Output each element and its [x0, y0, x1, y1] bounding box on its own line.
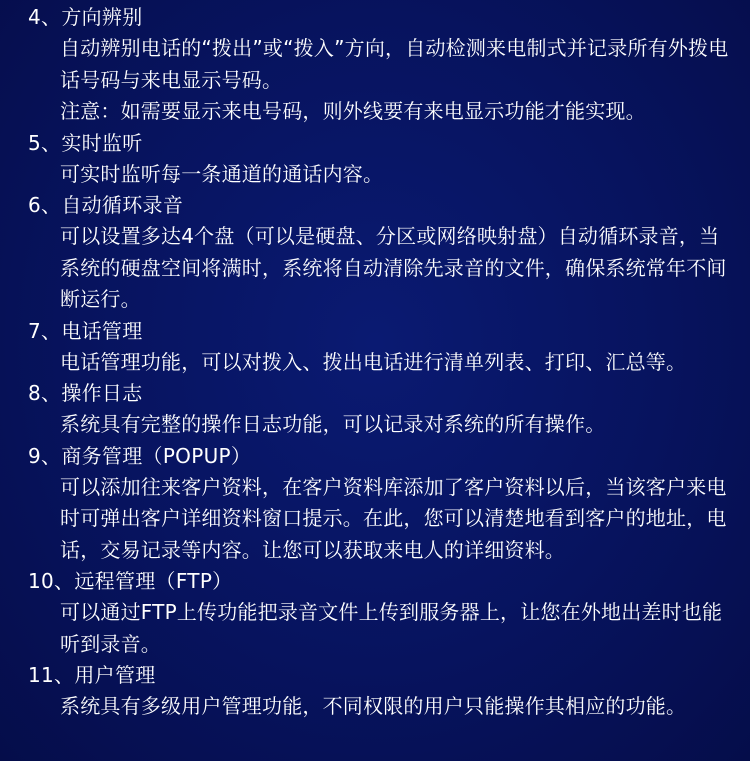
section-paragraph: 可以通过FTP上传功能把录音文件上传到服务器上，让您在外地出差时也能听到录音。 [60, 600, 723, 656]
section-remote-ftp [28, 566, 738, 660]
section-paragraph: 电话管理功能，可以对拨入、拨出电话进行清单列表、打印、汇总等。 [60, 349, 687, 374]
section-paragraph: 系统具有多级用户管理功能，不同权限的用户只能操作其相应的功能。 [60, 694, 687, 718]
section-paragraph: 可以添加往来客户资料，在客户资料库添加了客户资料以后，当该客户来电时可弹出客户详细资料窗口提示。在此，您可以清楚地看到客户的地址，电话，交易记录等内容。让您可以获取来电人的详细资料。 [60, 474, 727, 562]
section-heading: 8、操作日志 [28, 381, 143, 405]
section-heading: 4、方向辨别 [28, 5, 143, 29]
section-paragraph: 自动辨别电话的“拨出”或“拨入”方向，自动检测来电制式并记录所有外拨电话号码与来电显示号码。 [60, 36, 729, 92]
section-monitoring [28, 128, 738, 191]
section-user-management [28, 660, 738, 723]
section-paragraph: 可以设置多达4个盘（可以是硬盘、分区或网络映射盘）自动循环录音，当系统的硬盘空间将满时，系统将自动清除先录音的文件，确保系统常年不间断运行。 [60, 224, 727, 311]
section-heading: 7、电话管理 [28, 318, 143, 343]
section-operation-log [28, 378, 738, 441]
section-paragraph: 系统具有完整的操作日志功能，可以记录对系统的所有操作。 [60, 412, 606, 436]
section-business-popup [28, 441, 738, 567]
section-heading: 6、自动循环录音 [28, 193, 184, 217]
section-loop-recording [28, 190, 738, 316]
section-heading: 9、商务管理（POPUP） [28, 443, 252, 468]
section-heading: 5、实时监听 [28, 130, 143, 155]
section-phone-management [28, 316, 738, 379]
section-note: 注意：如需要显示来电号码，则外线要有来电显示功能才能实现。 [60, 99, 646, 123]
section-heading: 11、用户管理 [28, 663, 156, 687]
section-paragraph: 可实时监听每一条通道的通话内容。 [60, 161, 384, 186]
section-heading: 10、远程管理（FTP） [28, 569, 233, 593]
section-direction [28, 2, 738, 128]
